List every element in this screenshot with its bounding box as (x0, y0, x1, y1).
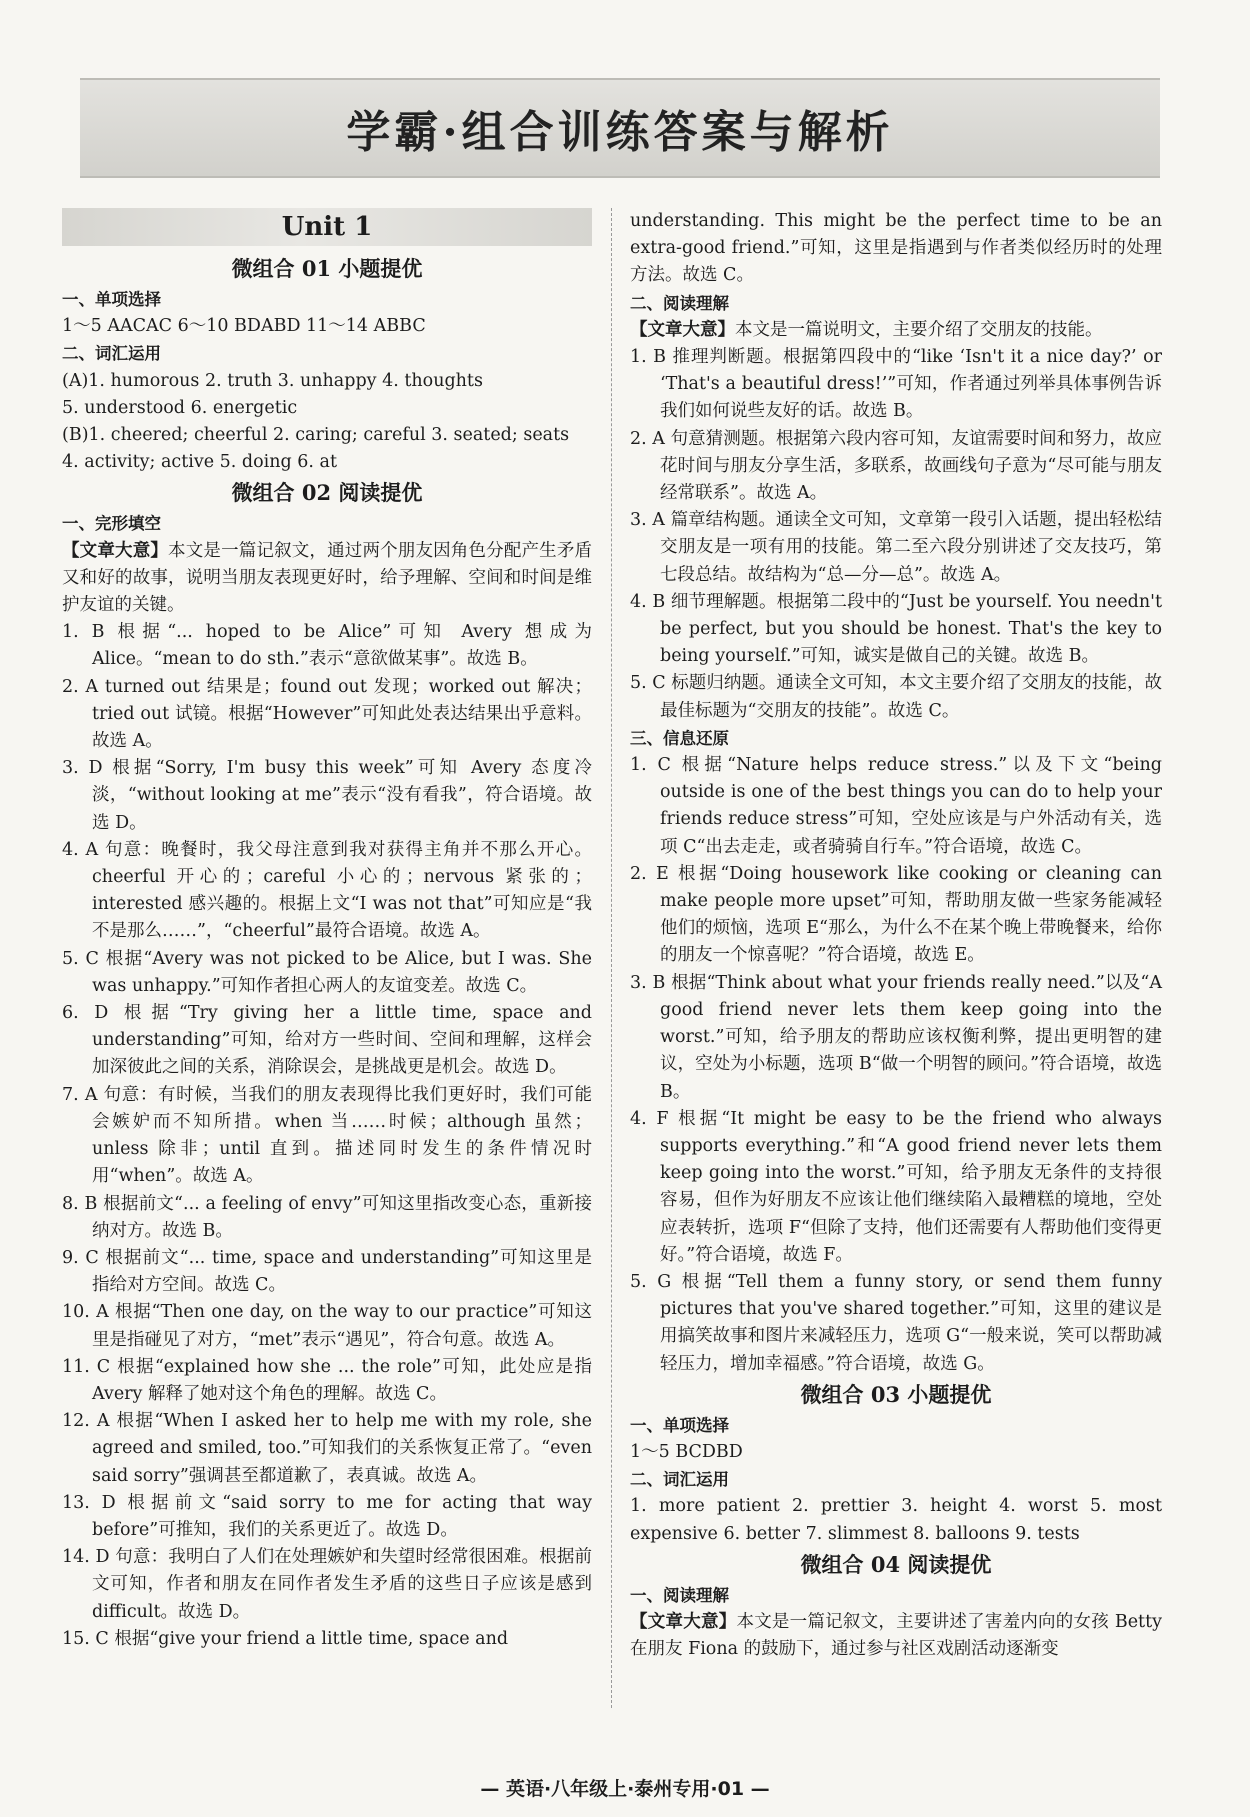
page-title: 学霸·组合训练答案与解析 (346, 107, 894, 158)
section-heading: 一、单项选择 (62, 290, 161, 309)
answer-line: (B)1. cheered; cheerful 2. caring; careful 3. seated; seats (62, 425, 570, 446)
summary-tag: 【文章大意】 (62, 540, 169, 561)
answer-item: 5. G 根据“Tell them a funny story, or send them funny pictures that you've shared together.”可知，这里的建议是用搞笑故事和图片来减轻压力，选项 G“一般来说，笑可以帮助减轻压力，增加幸福感。”符合语境，故选 G。 (630, 1271, 1162, 1374)
answer-item: 15. C 根据“give your friend a little time, space and (62, 1628, 509, 1649)
section-heading: 三、信息还原 (630, 728, 729, 748)
answer-item: 4. B 细节理解题。根据第二段中的“Just be yourself. You needn't be perfect, but you should be honest. That's the key to being yourself.”可知，诚实是做自己的关键。故选 B。 (630, 591, 1162, 667)
answer-item: 2. E 根据“Doing housework like cooking or cleaning can make people more upset”可知，帮助朋友做一些家务能减轻他们的烦恼，选项 E“那么，为什么不在某个晚上带晚餐来，给你的朋友一个惊喜呢？”符合语境，故选 E。 (630, 863, 1162, 966)
title-banner (80, 78, 1160, 178)
answer-line: 1～5 AACAC 6～10 BDABD 11～14 ABBC (62, 316, 426, 337)
answer-item: 5. C 标题归纳题。通读全文可知，本文主要介绍了交朋友的技能，故最佳标题为“交朋友的技能”。故选 C。 (630, 673, 1162, 721)
left-column (62, 208, 592, 1653)
group-04-title: 微组合 04 阅读提优 (800, 1551, 992, 1577)
answer-item: 2. A 句意猜测题。根据第六段内容可知，友谊需要时间和努力，故应花时间与朋友分享生活，多联系，故画线句子意为“尽可能与朋友经常联系”。故选 A。 (630, 428, 1162, 504)
group-03-title: 微组合 03 小题提优 (800, 1381, 992, 1407)
answer-item: 3. A 篇章结构题。通读全文可知，文章第一段引入话题，提出轻松结交朋友是一项有用的技能。第二至六段分别讲述了交友技巧，第七段总结。故结构为“总—分—总”。故选 A。 (630, 510, 1162, 585)
answer-item: 9. C 根据前文“... time, space and understanding”可知这里是指给对方空间。故选 C。 (62, 1247, 592, 1296)
summary-tag: 【文章大意】 (630, 319, 735, 340)
answer-item: 3. D 根据“Sorry, I'm busy this week”可知 Avery 态度冷淡，“without looking at me”表示“没有看我”，符合语境。故选 D。 (62, 758, 592, 833)
answer-line: (A)1. humorous 2. truth 3. unhappy 4. thoughts (62, 370, 483, 391)
page-footer: — 英语·八年级上·泰州专用·01 — (480, 1778, 770, 1800)
summary-paragraph (630, 317, 1162, 344)
answer-item: 4. F 根据“It might be easy to be the friend who always supports everything.”和“A good friend never lets them keep going into the worst.”可知，给予朋友无条件的支持很容易，但作为好朋友不应该让他们继续陷入最糟糕的境地，空处应表转折，选项 F“但除了支持，他们还需要有人帮助他们变得更好。”符合语境，故选 F。 (630, 1108, 1162, 1265)
summary-text: 本文是一篇说明文，主要介绍了交朋友的技能。 (735, 319, 1103, 340)
answer-item: 10. A 根据“Then one day, on the way to our practice”可知这里是指碰见了对方，“met”表示“遇见”，符合句意。故选 A。 (62, 1302, 592, 1350)
section-heading: 二、词汇运用 (630, 1470, 729, 1490)
answer-item: 12. A 根据“When I asked her to help me with my role, she agreed and smiled, too.”可知我们的关系恢复正常了。“even said sorry”强调甚至都道歉了，表真诚。故选 A。 (62, 1411, 592, 1486)
answer-item: 2. A turned out 结果是；found out 发现；worked out 解决；tried out 试镜。根据“However”可知此处表达结果出乎意料。故选 A。 (62, 676, 592, 752)
answer-line: 5. understood 6. energetic (62, 397, 298, 418)
answer-item: 3. B 根据“Think about what your friends really need.”以及“A good friend never lets them keep going into the worst.”可知，给予朋友的帮助应该权衡利弊，提出更明智的建议，空处为小标题，选项 B“做一个明智的顾问。”符合语境，故选 B。 (630, 972, 1162, 1102)
answer-item: 1. B 推理判断题。根据第四段中的“like ‘Isn't it a nice day?’ or ‘That's a beautiful dress!’”可知，作者通过列举具体事例告诉我们如何说些友好的话。故选 B。 (630, 347, 1162, 422)
answer-item: 14. D 句意：我明白了人们在处理嫉妒和失望时经常很困难。根据前文可知，作者和朋友在同作者发生矛盾的这些日子应该是感到 difficult。故选 D。 (62, 1547, 592, 1622)
summary-tag: 【文章大意】 (630, 1611, 737, 1632)
column-divider (611, 208, 612, 1708)
answer-line: 1～5 BCDBD (630, 1441, 743, 1462)
continued-text: understanding. This might be the perfect time to be an extra-good friend.”可知，这里是指遇到与作者类似经历时的处理方法。故选 C。 (630, 211, 1162, 286)
answer-item: 6. D 根据“Try giving her a little time, space and understanding”可知，给对方一些时间、空间和理解，这样会加深彼此之间的关系，消除误会，是挑战更是机会。故选 D。 (62, 1003, 592, 1078)
unit-heading: Unit 1 (62, 208, 592, 246)
summary-paragraph (62, 538, 592, 620)
answer-item: 11. C 根据“explained how she ... the role”可知，此处应是指 Avery 解释了她对这个角色的理解。故选 C。 (62, 1356, 592, 1404)
section-heading: 二、阅读理解 (630, 293, 729, 313)
section-heading: 一、单项选择 (630, 1415, 729, 1435)
answer-item: 13. D 根据前文“said sorry to me for acting that way before”可推知，我们的关系更近了。故选 D。 (62, 1492, 592, 1540)
right-column (630, 208, 1162, 1663)
answer-item: 4. A 句意：晚餐时，我父母注意到我对获得主角并不那么开心。cheerful 开心的；careful 小心的；nervous 紧张的；interested 感兴趣的。根据上文“I was not that”可知应是“我不是那么……”，“cheerful”最符合语境。故选 A。 (62, 839, 592, 942)
summary-paragraph (630, 1609, 1162, 1663)
answer-item: 5. C 根据“Avery was not picked to be Alice, but I was. She was unhappy.”可知作者担心两人的友谊变差。故选 C。 (62, 948, 592, 996)
answer-item: 8. B 根据前文“... a feeling of envy”可知这里指改变心态，重新接纳对方。故选 B。 (62, 1193, 592, 1241)
answer-item: 7. A 句意：有时候，当我们的朋友表现得比我们更好时，我们可能会嫉妒而不知所措。when 当……时候；although 虽然；unless 除非；until 直到。描述同时发生的条件情况时用“when”。故选 A。 (62, 1084, 592, 1187)
summary-text: 本文是一篇记叙文，主要讲述了害羞内向的女孩 Betty 在朋友 Fiona 的鼓励下，通过参与社区戏剧活动逐渐变 (630, 1611, 1162, 1660)
group-01-title: 微组合 01 小题提优 (231, 256, 423, 281)
summary-text: 本文是一篇记叙文，通过两个朋友因角色分配产生矛盾又和好的故事，说明当朋友表现更好时，给予理解、空间和时间是维护友谊的关键。 (62, 540, 593, 616)
section-heading: 二、词汇运用 (62, 344, 161, 364)
answer-line: 4. activity; active 5. doing 6. at (62, 452, 338, 473)
section-heading: 一、阅读理解 (630, 1585, 729, 1605)
answer-item: 1. C 根据“Nature helps reduce stress.”以及下文“being outside is one of the best things you can do to help your friends reduce stress”可知，空处应该是与户外活动有关，选项 C“出去走走，或者骑骑自行车。”符合语境，故选 C。 (630, 755, 1162, 857)
section-heading: 一、完形填空 (62, 514, 161, 534)
answer-line: 1. more patient 2. prettier 3. height 4. worst 5. most expensive 6. better 7. slimmest 8. balloons 9. tests (630, 1496, 1162, 1544)
answer-item: 1. B 根据“... hoped to be Alice”可知 Avery 想成为 Alice。“mean to do sth.”表示“意欲做某事”。故选 B。 (62, 622, 592, 670)
group-02-title: 微组合 02 阅读提优 (231, 480, 423, 506)
